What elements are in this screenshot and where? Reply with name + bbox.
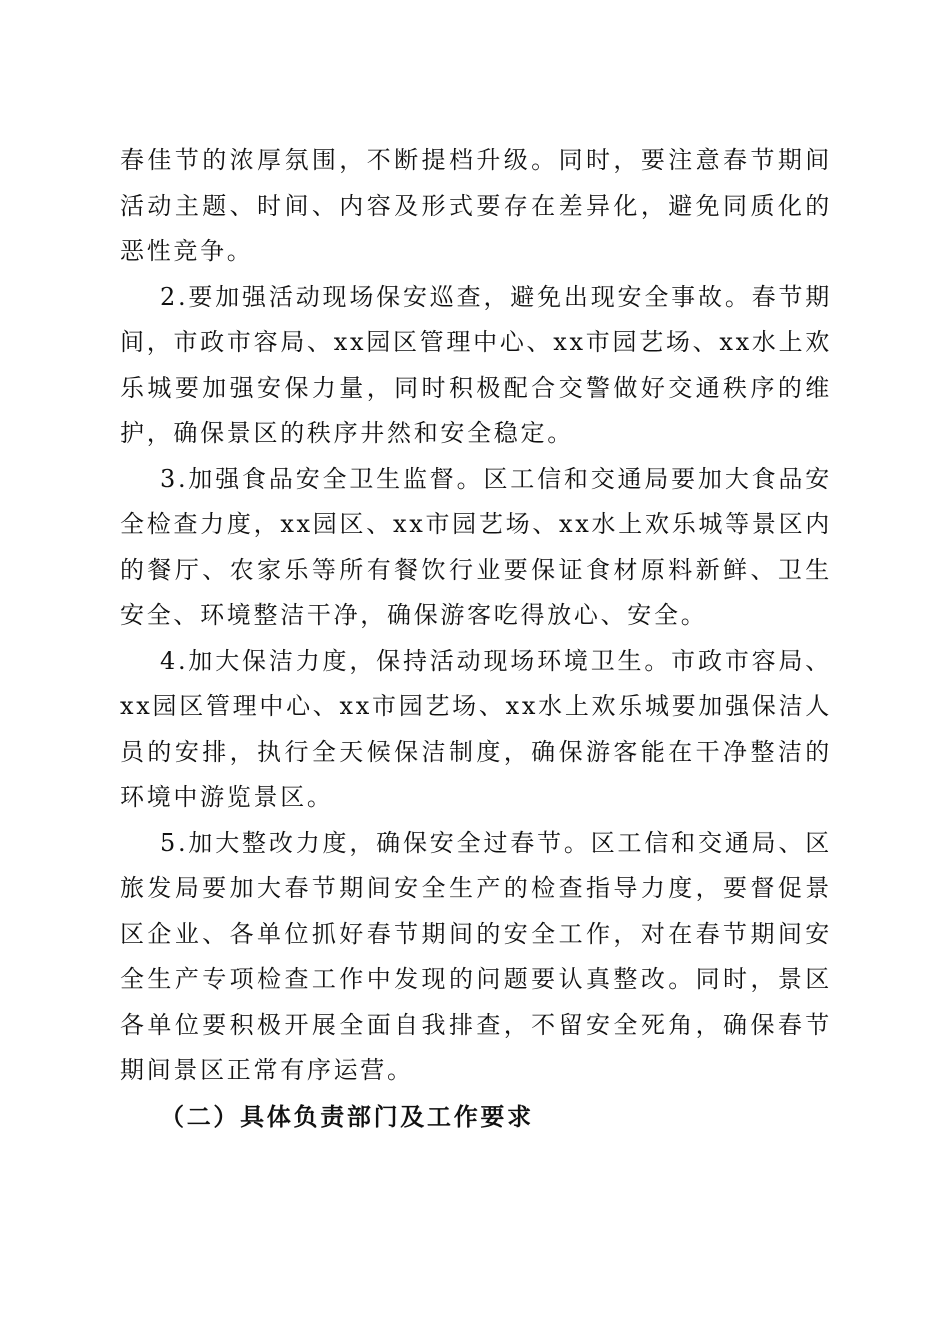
paragraph-item-2: 2.要加强活动现场保安巡查，避免出现安全事故。春节期间，市政市容局、xx园区管理中心、xx市园艺场、xx水上欢乐城要加强安保力量，同时积极配合交警做好交通秩序的维护，确保景区的秩序井然和安全稳定。 — [120, 282, 832, 447]
paragraph-continuation: 春佳节的浓厚氛围，不断提档升级。同时，要注意春节期间活动主题、时间、内容及形式要存在差异化，避免同质化的恶性竞争。 — [120, 146, 832, 265]
paragraph-item-4: 4.加大保洁力度，保持活动现场环境卫生。市政市容局、xx园区管理中心、xx市园艺场、xx水上欢乐城要加强保洁人员的安排，执行全天候保洁制度，确保游客能在干净整洁的环境中游览景区。 — [120, 646, 832, 811]
paragraph-item-3: 3.加强食品安全卫生监督。区工信和交通局要加大食品安全检查力度，xx园区、xx市园艺场、xx水上欢乐城等景区内的餐厅、农家乐等所有餐饮行业要保证食材原料新鲜、卫生安全、环境整洁干净，确保游客吃得放心、安全。 — [120, 464, 832, 629]
section-heading: （二）具体负责部门及工作要求 — [160, 1101, 534, 1131]
document-body — [120, 138, 832, 1139]
paragraph-item-5: 5.加大整改力度，确保安全过春节。区工信和交通局、区旅发局要加大春节期间安全生产的检查指导力度，要督促景区企业、各单位抓好春节期间的安全工作，对在春节期间安全生产专项检查工作中发现的问题要认真整改。同时，景区各单位要积极开展全面自我排查，不留安全死角，确保春节期间景区正常有序运营。 — [120, 828, 832, 1084]
